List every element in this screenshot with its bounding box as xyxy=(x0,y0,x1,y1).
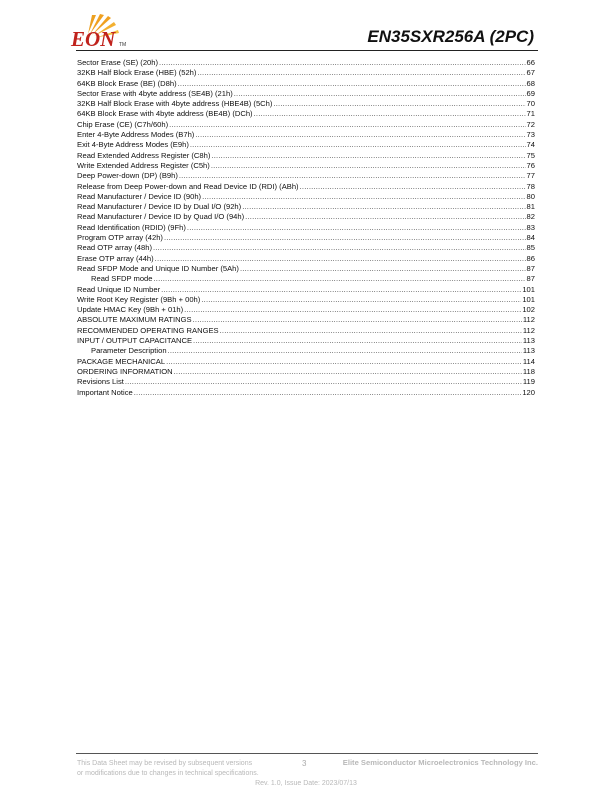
toc-dot-leader xyxy=(179,171,526,181)
toc-entry-page: 120 xyxy=(522,387,535,397)
toc-entry-label: Deep Power-down (DP) (B9h) xyxy=(77,171,178,181)
toc-entry-label: 64KB Block Erase with 4byte address (BE4B) (DCh) xyxy=(77,109,253,119)
toc-entry-label: Exit 4-Byte Address Modes (E9h) xyxy=(77,140,189,150)
toc-entry-page: 113 xyxy=(522,346,535,356)
toc-dot-leader xyxy=(164,233,526,243)
toc-entry-label: Update HMAC Key (9Bh + 01h) xyxy=(77,305,184,315)
toc-entry-label: Write Extended Address Register (C5h) xyxy=(77,160,210,170)
toc-entry-page: 86 xyxy=(526,253,535,263)
toc-dot-leader xyxy=(166,357,522,367)
toc-entry[interactable] xyxy=(77,264,535,274)
toc-entry-page: 112 xyxy=(522,325,535,335)
toc-entry[interactable] xyxy=(77,326,535,336)
toc-entry[interactable] xyxy=(77,367,535,377)
toc-entry[interactable] xyxy=(77,89,535,99)
header-divider xyxy=(76,50,538,51)
toc-entry-label: Read Manufacturer / Device ID by Quad I/O (94h) xyxy=(77,212,245,222)
toc-dot-leader xyxy=(254,109,526,119)
toc-entry[interactable] xyxy=(77,140,535,150)
toc-entry-page: 76 xyxy=(526,160,535,170)
toc-entry-label: INPUT / OUTPUT CAPACITANCE xyxy=(77,336,193,346)
toc-entry-page: 101 xyxy=(522,294,535,304)
toc-dot-leader xyxy=(155,254,526,264)
toc-entry[interactable] xyxy=(77,243,535,253)
toc-entry-label: Release from Deep Power-down and Read Device ID (RDI) (ABh) xyxy=(77,181,299,191)
toc-dot-leader xyxy=(178,79,526,89)
toc-entry-page: 78 xyxy=(526,181,535,191)
toc-dot-leader xyxy=(193,336,522,346)
toc-entry-page: 77 xyxy=(526,171,535,181)
toc-entry[interactable] xyxy=(77,99,535,109)
toc-entry-label: Revisions List xyxy=(77,377,124,387)
toc-dot-leader xyxy=(153,274,525,284)
toc-dot-leader xyxy=(184,305,521,315)
toc-entry-page: 118 xyxy=(522,366,535,376)
toc-entry[interactable] xyxy=(77,346,535,356)
toc-entry-label: Enter 4-Byte Address Modes (B7h) xyxy=(77,130,195,140)
toc-dot-leader xyxy=(234,89,526,99)
toc-entry-page: 101 xyxy=(522,284,535,294)
toc-entry-page: 113 xyxy=(522,336,535,346)
toc-entry-label: Read Identification (RDID) (9Fh) xyxy=(77,222,186,232)
toc-entry-page: 82 xyxy=(526,212,535,222)
toc-entry-page: 87 xyxy=(526,274,535,284)
toc-entry[interactable] xyxy=(77,130,535,140)
toc-entry[interactable] xyxy=(77,68,535,78)
toc-entry-label: 64KB Block Erase (BE) (D8h) xyxy=(77,78,177,88)
toc-dot-leader xyxy=(168,346,522,356)
toc-dot-leader xyxy=(159,58,526,68)
toc-entry[interactable] xyxy=(77,295,535,305)
toc-entry-label: RECOMMENDED OPERATING RANGES xyxy=(77,325,219,335)
toc-entry-page: 80 xyxy=(526,191,535,201)
toc-entry[interactable] xyxy=(77,274,535,284)
toc-dot-leader xyxy=(153,243,526,253)
toc-entry[interactable] xyxy=(77,305,535,315)
company-name: Elite Semiconductor Microelectronics Technology Inc. xyxy=(342,758,538,767)
toc-entry-page: 66 xyxy=(526,58,535,67)
toc-entry-label: Read OTP array (48h) xyxy=(77,243,152,253)
footer-disclaimer xyxy=(77,759,297,779)
toc-entry-label: Read Manufacturer / Device ID (90h) xyxy=(77,191,202,201)
toc-dot-leader xyxy=(193,315,522,325)
toc-entry[interactable] xyxy=(77,357,535,367)
toc-entry[interactable] xyxy=(77,377,535,387)
toc-entry-label: Read SFDP Mode and Unique ID Number (5Ah) xyxy=(77,263,239,273)
toc-dot-leader xyxy=(220,326,522,336)
footer-disclaimer-line: or modifications due to changes in technical specifications. xyxy=(77,770,259,777)
toc-entry-label: Read SFDP mode xyxy=(91,274,153,284)
toc-entry-label: ORDERING INFORMATION xyxy=(77,366,173,376)
toc-entry-page: 85 xyxy=(526,243,535,253)
toc-entry-page: 87 xyxy=(526,263,535,273)
toc-entry-page: 71 xyxy=(526,109,535,119)
toc-dot-leader xyxy=(195,130,525,140)
toc-dot-leader xyxy=(169,120,525,130)
revision-info: Rev. 1.0, Issue Date: 2023/07/13 xyxy=(255,780,357,787)
toc-entry-page: 68 xyxy=(526,78,535,88)
toc-entry[interactable] xyxy=(77,285,535,295)
toc-entry[interactable] xyxy=(77,79,535,89)
toc-entry[interactable] xyxy=(77,315,535,325)
toc-entry-page: 67 xyxy=(526,68,535,78)
toc-entry-page: 74 xyxy=(526,140,535,150)
toc-entry[interactable] xyxy=(77,212,535,222)
toc-entry-page: 81 xyxy=(526,202,535,212)
toc-dot-leader xyxy=(300,182,526,192)
toc-dot-leader xyxy=(197,68,525,78)
toc-entry-label: Read Unique ID Number xyxy=(77,284,161,294)
toc-dot-leader xyxy=(201,295,521,305)
toc-entry-page: 119 xyxy=(522,377,535,387)
toc-entry[interactable] xyxy=(77,161,535,171)
toc-entry-label: 32KB Half Block Erase with 4byte address (HBE4B) (5Ch) xyxy=(77,99,273,109)
toc-entry-label: Read Manufacturer / Device ID by Dual I/O (92h) xyxy=(77,202,242,212)
toc-entry-page: 114 xyxy=(522,356,535,366)
toc-entry[interactable] xyxy=(77,192,535,202)
toc-entry-page: 84 xyxy=(526,233,535,243)
toc-entry-page: 73 xyxy=(526,130,535,140)
eon-logo xyxy=(70,12,132,50)
toc-entry[interactable] xyxy=(77,254,535,264)
toc-entry-label: PACKAGE MECHANICAL xyxy=(77,356,166,366)
footer-divider xyxy=(76,753,538,754)
toc-entry[interactable] xyxy=(77,120,535,130)
toc-entry-page: 70 xyxy=(526,99,535,109)
toc-entry-label: Chip Erase (CE) (C7h/60h) xyxy=(77,119,169,129)
toc-dot-leader xyxy=(211,161,526,171)
toc-entry-label: 32KB Half Block Erase (HBE) (52h) xyxy=(77,68,197,78)
toc-entry[interactable] xyxy=(77,202,535,212)
toc-entry-page: 75 xyxy=(526,150,535,160)
toc-dot-leader xyxy=(190,140,526,150)
toc-entry[interactable] xyxy=(77,223,535,233)
toc-dot-leader xyxy=(187,223,526,233)
toc-entry[interactable] xyxy=(77,58,535,68)
toc-entry-label: Sector Erase with 4byte address (SE4B) (21h) xyxy=(77,88,233,98)
toc-entry[interactable] xyxy=(77,388,535,398)
toc-entry-label: Sector Erase (SE) (20h) xyxy=(77,58,159,67)
toc-dot-leader xyxy=(125,377,522,387)
toc-dot-leader xyxy=(242,202,525,212)
toc-entry[interactable] xyxy=(77,109,535,119)
toc-entry-page: 69 xyxy=(526,88,535,98)
toc-entry-label: Read Extended Address Register (C8h) xyxy=(77,150,211,160)
toc-entry[interactable] xyxy=(77,233,535,243)
toc-entry-page: 112 xyxy=(522,315,535,325)
toc-dot-leader xyxy=(273,99,525,109)
footer-disclaimer-line: This Data Sheet may be revised by subsequent versions xyxy=(77,760,253,767)
toc-dot-leader xyxy=(211,151,525,161)
toc-dot-leader xyxy=(240,264,526,274)
toc-entry[interactable] xyxy=(77,182,535,192)
toc-entry-page: 102 xyxy=(522,305,535,315)
toc-entry[interactable] xyxy=(77,336,535,346)
logo-trademark: TM xyxy=(119,42,127,48)
toc-entry-label: Write Root Key Register (9Bh + 00h) xyxy=(77,294,201,304)
toc-dot-leader xyxy=(174,367,522,377)
toc-entry-label: Erase OTP array (44h) xyxy=(77,253,154,263)
toc-dot-leader xyxy=(161,285,521,295)
toc-dot-leader xyxy=(202,192,525,202)
toc-entry-label: Program OTP array (42h) xyxy=(77,233,163,243)
page-number: 3 xyxy=(302,759,307,768)
toc-entry-label: ABSOLUTE MAXIMUM RATINGS xyxy=(77,315,192,325)
toc-entry-label: Parameter Description xyxy=(91,346,167,356)
toc-dot-leader xyxy=(245,212,525,222)
logo-wordmark: EON xyxy=(71,27,116,50)
document-title: EN35SXR256A (2PC) xyxy=(367,27,534,46)
toc-entry[interactable] xyxy=(77,151,535,161)
table-of-contents xyxy=(77,58,535,398)
toc-entry-page: 72 xyxy=(526,119,535,129)
toc-entry[interactable] xyxy=(77,171,535,181)
toc-entry-label: Important Notice xyxy=(77,387,133,397)
toc-entry-page: 83 xyxy=(526,222,535,232)
toc-dot-leader xyxy=(134,388,522,398)
